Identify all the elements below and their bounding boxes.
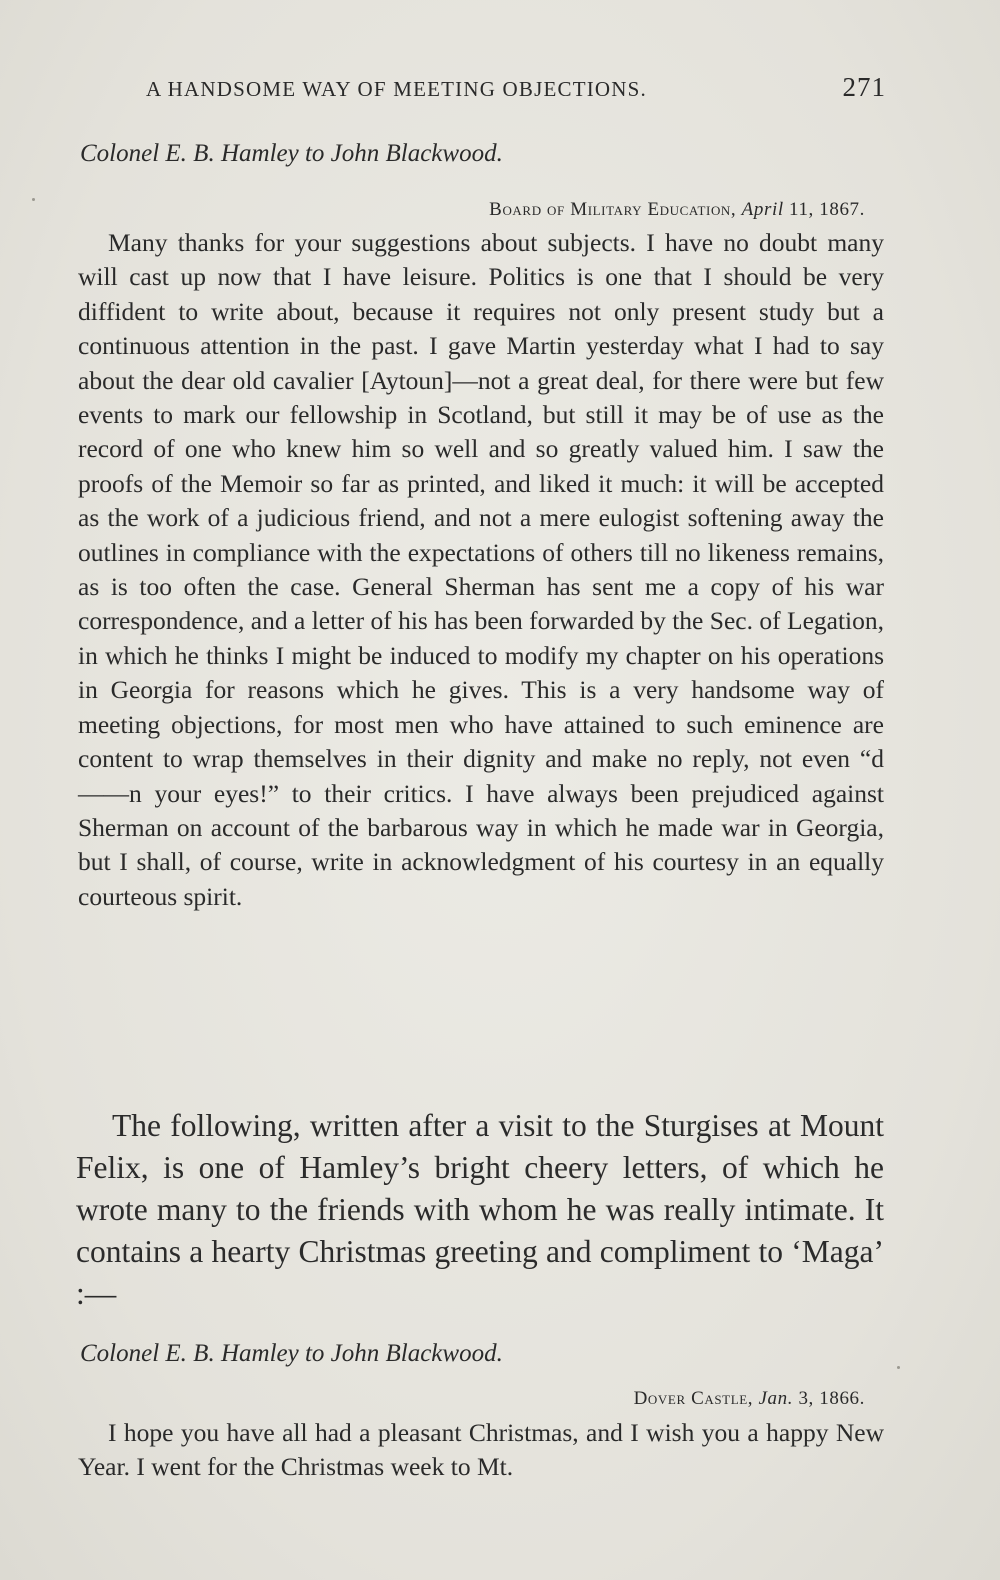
page-number: 271 [842, 72, 886, 102]
dateline [489, 199, 865, 221]
editorial-intro [76, 1105, 884, 1315]
letter-body [78, 226, 884, 914]
letter-paragraph: Many thanks for your suggestions about subjects. I have no doubt many will cast up now that I have leisure. Politics is one that I should be very diffident to write about, because it requires not only present study but a continuous attention in the past. I gave Martin yesterday what I had to say about the dear old cavalier [Aytoun]—not a great deal, for there were but few events to mark our fellowship in Scotland, but still it may be of use as the record of one who knew him so well and so greatly valued him. I saw the proofs of the Memoir so far as printed, and liked it much: it will be accepted as the work of a judicious friend, and not a mere eulogist softening away the outlines in compliance with the expectations of others till no likeness remains, as is too often the case. General Sherman has sent me a copy of his war correspondence, and a letter of his has been forwarded by the Sec. of Legation, in which he thinks I might be induced to modify my chapter on his operations in Georgia for reasons which he gives. This is a very handsome way of meeting objections, for most men who have attained to such eminence are content to wrap themselves in their dignity and make no reply, not even “d——n your eyes!” to their critics. I have always been prejudiced against Sherman on account of the barbarous way in which he made war in Georgia, but I shall, of course, write in acknowledgment of his courtesy in an equally courteous spirit. [78, 228, 884, 911]
dateline-place: Board of Military Education, [489, 199, 737, 220]
dateline-date: 11, 1867. [783, 199, 865, 220]
running-title: A HANDSOME WAY OF MEETING OBJECTIONS. [146, 77, 647, 101]
dateline-month: Jan. [758, 1388, 794, 1409]
paper-speck [32, 198, 35, 201]
running-head [146, 72, 886, 108]
dateline-place: Dover Castle, [633, 1388, 754, 1409]
dateline [634, 1388, 865, 1410]
paper-speck [897, 1366, 900, 1369]
dateline-date: 3, 1866. [793, 1388, 865, 1409]
dateline-month: April [741, 199, 784, 220]
letter-heading: Colonel E. B. Hamley to John Blackwood. [80, 140, 503, 167]
letter-paragraph: I hope you have all had a pleasant Christmas, and I wish you a happy New Year. I went for the Christmas week to Mt. [78, 1418, 884, 1482]
intro-paragraph: The following, written after a visit to the Sturgises at Mount Felix, is one of Hamley’s bright cheery letters, of which he wrote many to the friends with whom he was really intimate. It contains a hearty Christmas greeting and compliment to ‘Maga’ :— [76, 1108, 884, 1311]
letter-body [78, 1416, 884, 1485]
letter-heading: Colonel E. B. Hamley to John Blackwood. [80, 1340, 503, 1367]
